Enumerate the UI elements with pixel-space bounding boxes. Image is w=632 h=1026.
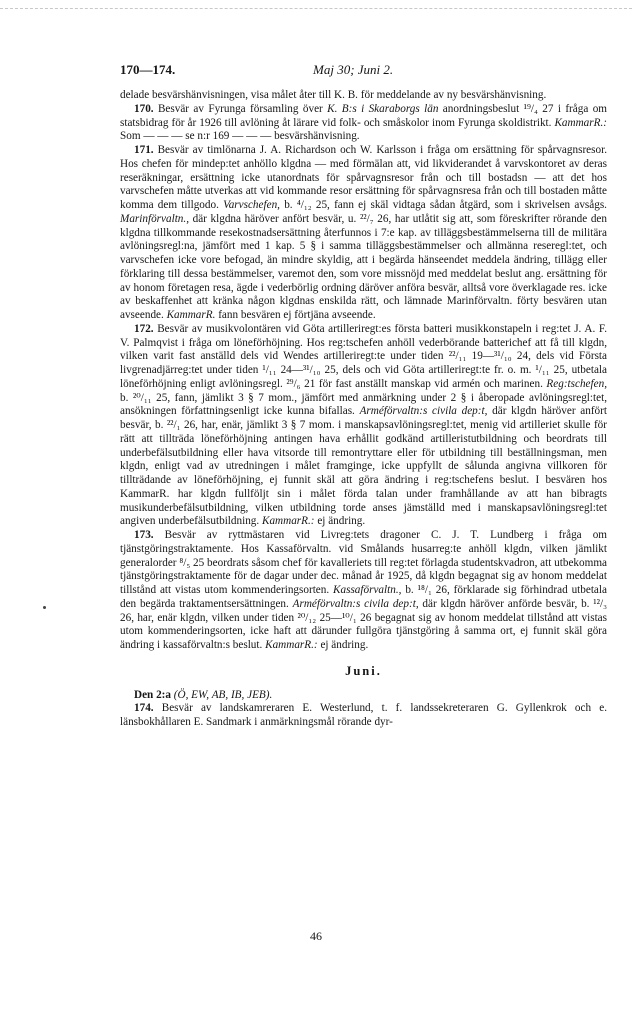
- case-text-italic: KammarR.: [166, 309, 216, 321]
- header-case-range: 170—174.: [120, 62, 176, 77]
- case-number: 171.: [134, 144, 154, 156]
- case-text: anordningsbeslut ¹⁹/₄ 27 i fråga om statsbidrag för år 1926 till avlöning åt lärare vid folk- och småskolor inom Fyrunga skoldistrikt.: [120, 102, 607, 129]
- case-text: ej ändring.: [317, 639, 369, 651]
- case-entry-171: [120, 144, 607, 323]
- case-number: 170.: [134, 102, 154, 115]
- case-text: Besvär av musikvolontären vid Göta artilleriregt:es första batteri musikkonstapeln i reg:tet J. A. F. V. Palmqvist i fråga om löneförhöjning. Hos reg:tschefen anhöll vederbörande batterichef att få till klgdn, vilken varit fast anställd dels vid Wendes artilleriregt:te under tiden ²²/₁₁ 19—³¹/₁₀ 24, dels vid Första livgrenadjärreg:tet under tiden ¹/₁₁ 24—³¹/₁₀ 25, dels och vid Göta artilleriregt:te fr. o. m. ¹/₁₁ 25, utbetala löneförhöjning enligt avlöningsregl. ²⁹/₆ 21 för fast anställt manskap vid armén och marinen.: [120, 322, 607, 390]
- paragraph-continuation: [120, 89, 607, 103]
- running-header: [120, 62, 600, 80]
- session-parties: (Ö, EW, AB, IB, JEB).: [173, 688, 273, 701]
- case-text: där klgdn häröver anförde besvär, b. ¹²/₃ 26, har, enär klgdn, vilken under tiden ²⁰/₁₂ 25—¹⁰/₁ 26 begagnat sig av honom meddelat tillstånd att vistas utom kommenderingsorten, icke haft att därunder fullgöra tjänstgöring å samma ort, ej funnit skäl göra ändring i kassaförvaltn:s beslut.: [120, 597, 607, 651]
- case-text: Besvär av ryttmästaren vid Livreg:tets dragoner C. J. T. Lundberg i fråga om tjänstgöringstraktamente. Hos Kassaförvaltn. vid Smålands husarreg:te anhöll klgdn, vilken jämlikt generalorder ⁸/₅ 25 beordrats såsom chef för kavalleriets till reg:tet förlagda studentskvadron, att utbekomma tjänstgöringstraktamente för de dagar under dec. månad år 1925, då klgdn begagnat sig av honom meddelat tillstånd att vistas utom kommenderingsorten.: [120, 529, 607, 596]
- case-number: 173.: [134, 529, 154, 541]
- case-text-italic: Arméförvaltn:s civila dep:t,: [359, 405, 488, 418]
- case-entry-173: [120, 529, 607, 653]
- case-text: Besvär av Fyrunga församling över: [153, 102, 328, 115]
- case-text: där klgdna häröver anfört besvär, u. ²²/₇ 26, har utlåtit sig att, som föreskrifter rörande den klgdna tillkommande resekostnadsersättning återfunnos i 7:e kap. av tilläggsbestämmelserna till de militära avlöningsregl:na, jämfört med 1 kap. 5 § i samma tilläggsbestämmelser och allmänna reseregl:tet, och varvschefen icke vore befogad, än mindre skyldig, att i begärda hänseendet meddela ändring, tillägg eller förklaring till dessa bestämmelser, varemot den, som vore missnöjd med meddelat beslut ang. ersättning för av honom företagen resa, ägde i vederbörlig ordning däröver anföra besvär, alltså vore överklagade res. icke av beskaffenhet att kränka någon klgdnas enskilda rätt, och lämnade Marinförvaltn. förty besvären utan avseende.: [120, 212, 607, 321]
- case-text-italic: KammarR.:: [554, 116, 607, 129]
- case-entry-174: [120, 702, 607, 730]
- case-text: där klgdn häröver anfört besvär, b. ²²/₁ 26, har, enär, jämlikt 3 § 7 mom. i manskapsavlöningsregl:tet, menig vid artilleriet skulle för rätt att tillträda löneförhöjning antingen hava erhållit godkänd artilleristutbildning och beordrats till underbefälsutbildning eller hava vitsorde till remontryttare eller för utbildning till beställningsman, men klgdn, enligt vad av utredningen i målet framginge, icke uppfyllt de sålunda angivna villkoren för tillträdande av löneförhöjning, ej funnit skäl att göra ändring i reg:tschefens beslut. I besvären hos KammarR. har klgdn fullföljt sin i målet förda talan under framhållande av att han bibragts musikunderbefälsutbildning, vilken utbildning torde anses jämställd med i manskapsavlöningsregl:tet angiven underbefälsutbildning.: [120, 405, 607, 528]
- case-text-italic: Varvschefen,: [223, 199, 280, 211]
- case-number: 174.: [134, 702, 154, 715]
- session-date-line: [120, 689, 607, 703]
- case-text: ej ändring.: [314, 515, 366, 528]
- case-text: b. ¹⁸/₁ 26, förklarade sig förhindrad utbetala den begärda traktamentsersättningen.: [120, 584, 607, 610]
- case-text: b. ⁴/₁₂ 25, fann ej skäl vidtaga sådan åtgärd, som i skrivelsen avsågs.: [279, 199, 607, 211]
- case-text-italic: KammarR.:: [265, 639, 318, 651]
- case-text: Besvär av timlönarna J. A. Richardson och W. Karlsson i fråga om ersättning för spårvagnsresor. Hos chefen för mindep:tet anhöllo klgdna — med förmälan att, vid likviderandet å varvskontoret av deras reseräkningar, ersättning icke utanordnats för spårvagnsresor från och till bostadsn — att det hos varvschefen måtte utverkas att vid kommande resor ersättning för spårvagnsresa från och till bostaden måtte komma dem tillgodo.: [120, 144, 607, 211]
- case-text: Besvär av landskamreraren E. Westerlund, t. f. landssekreteraren G. Gyllenkrok och e. länsbokhållaren E. Sandmark i anmärkningsmål rörande dyr-: [120, 702, 607, 728]
- session-date-label: Den 2:a: [134, 688, 171, 701]
- case-number: 172.: [134, 322, 154, 335]
- case-text-italic: Arméförvaltn:s civila dep:t,: [292, 597, 419, 610]
- scan-edge-rule: [0, 8, 632, 9]
- margin-mark: [43, 606, 46, 609]
- case-entry-170: [120, 103, 607, 144]
- document-body: [120, 89, 607, 730]
- section-heading: Juni.: [345, 663, 382, 678]
- case-text: fann besvären ej förtjäna avseende.: [215, 309, 376, 321]
- header-date: Maj 30; Juni 2.: [313, 62, 394, 77]
- case-text: Som — — — se n:r 169 — — — besvärshänvisning.: [120, 130, 360, 143]
- case-text-italic: Marinförvaltn.,: [120, 212, 189, 225]
- case-text-italic: KammarR.:: [262, 515, 315, 528]
- case-entry-172: [120, 323, 607, 529]
- paragraph-text: delade besvärshänvisningen, visa målet åter till K. B. för meddelande av ny besvärshänvisning.: [120, 89, 547, 101]
- case-text-italic: K. B:s i Skaraborgs län: [327, 102, 439, 115]
- case-text: b. ²⁰/₁₁ 25, fann, jämlikt 3 § 7 mom., jämfört med anmärkning under 2 § i åberopade avlöningsregl:tet, ansökningen författningsenligt icke kunna bifallas.: [120, 391, 607, 418]
- page-number: 46: [310, 929, 322, 943]
- case-text-italic: Reg:tschefen,: [546, 377, 607, 390]
- case-text-italic: Kassaförvaltn.,: [333, 584, 402, 596]
